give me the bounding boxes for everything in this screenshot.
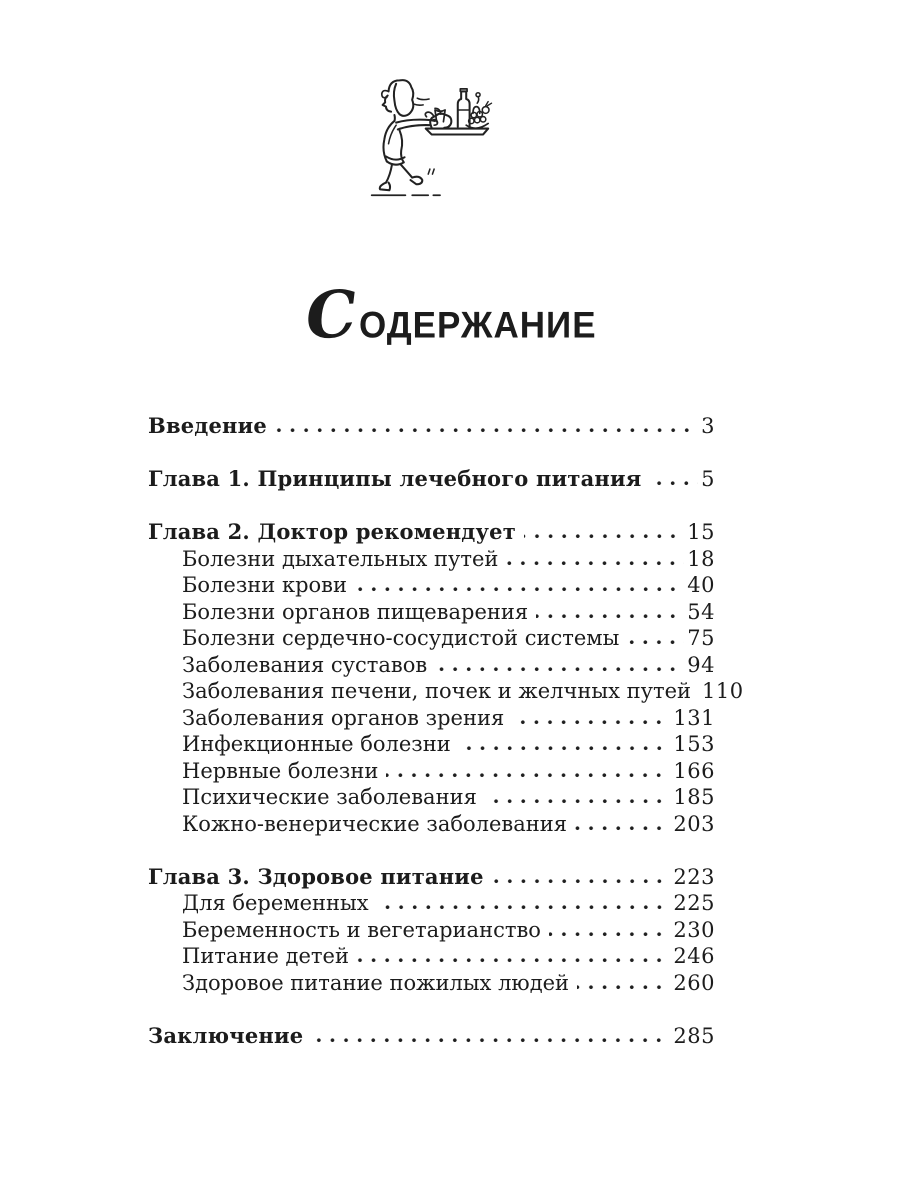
toc-entry-page: 153 [673, 732, 715, 756]
toc-entry-page: 5 [701, 467, 715, 491]
toc-entry [148, 811, 715, 838]
dot-leader [512, 720, 670, 725]
toc-entry [148, 917, 715, 944]
toc-entry [148, 943, 715, 970]
toc-entry-page: 18 [687, 546, 715, 571]
dot-leader [386, 773, 670, 778]
toc-entry-label: Болезни органов пищеварения [182, 599, 529, 624]
woman-carrying-food-tray-illustration [348, 66, 500, 208]
toc-entry-page: 166 [673, 758, 715, 783]
toc-entry-label: Глава 3. Здоровое питание [148, 863, 484, 889]
toc-entry-label: Заболевания печени, почек и желчных путей [182, 679, 692, 703]
toc-entry [148, 864, 715, 891]
toc-section [148, 519, 744, 837]
toc-entry [148, 1023, 715, 1050]
toc-entry-page: 223 [673, 864, 715, 889]
toc-entry-page: 285 [673, 1023, 715, 1048]
dot-leader [435, 667, 684, 672]
toc-section [148, 466, 715, 493]
toc-entry-page: 246 [673, 944, 715, 968]
toc-entry [148, 731, 715, 758]
toc-section [148, 1023, 715, 1050]
toc-section [148, 864, 715, 997]
dot-leader [311, 1038, 670, 1043]
toc-entry-page: 225 [673, 891, 715, 915]
dot-leader [459, 746, 671, 751]
toc-entry-label: Введение [148, 413, 267, 438]
toc-entry-page: 131 [673, 705, 715, 730]
page-title [303, 276, 597, 355]
toc-entry-page: 185 [673, 785, 715, 809]
toc-entry [148, 784, 715, 811]
toc-entry-label: Кожно-венерические заболевания [182, 811, 567, 836]
toc-entry-page: 230 [673, 917, 715, 942]
toc-entry-label: Болезни крови [182, 573, 347, 597]
dot-leader [492, 879, 671, 884]
dot-leader [506, 561, 684, 566]
toc-entry [148, 572, 715, 599]
dot-leader [485, 799, 671, 804]
toc-entry-page: 203 [673, 811, 715, 836]
toc-entry-page: 54 [687, 599, 715, 624]
toc-entry-page: 260 [673, 970, 715, 995]
toc-entry-label: Здоровое питание пожилых людей [182, 970, 570, 995]
toc-entry-label: Заболевания органов зрения [182, 705, 505, 730]
toc-entry [148, 705, 715, 732]
dot-leader [355, 587, 684, 592]
toc-entry-label: Глава 2. Доктор рекомендует [148, 519, 516, 544]
toc-entry-page: 75 [687, 626, 715, 650]
page-title-rest: ОДЕРЖАНИЕ [358, 305, 597, 346]
toc-entry-page: 110 [702, 679, 744, 703]
toc-entry [148, 890, 715, 917]
toc-section [148, 413, 715, 440]
toc-entry [148, 599, 715, 626]
dot-leader [524, 534, 684, 539]
dot-leader [575, 826, 670, 831]
toc-entry [148, 678, 744, 705]
toc-entry-label: Болезни сердечно-сосудистой системы [182, 626, 620, 650]
dot-leader [627, 640, 684, 645]
toc-entry [148, 970, 715, 997]
toc-entry [148, 758, 715, 785]
toc-entry [148, 413, 715, 440]
toc-entry [148, 519, 715, 546]
toc-entry-page: 3 [701, 414, 715, 438]
toc [148, 413, 744, 1049]
toc-entry-label: Нервные болезни [182, 758, 379, 783]
toc-entry-label: Питание детей [182, 944, 349, 968]
dot-leader [377, 905, 671, 910]
toc-entry [148, 466, 715, 493]
dot-leader [649, 481, 698, 486]
toc-entry [148, 652, 715, 679]
toc-entry-label: Беременность и вегетарианство [182, 917, 541, 942]
toc-entry-label: Заключение [148, 1022, 304, 1048]
toc-entry-label: Для беременных [182, 891, 369, 915]
toc-entry-label: Психические заболевания [182, 785, 477, 809]
page-title-initial: С [303, 276, 360, 355]
toc-entry [148, 546, 715, 573]
toc-entry [148, 625, 715, 652]
dot-leader [275, 428, 698, 433]
toc-entry-page: 40 [687, 573, 715, 597]
woman-carrying-food-tray-drawing [348, 66, 500, 208]
dot-leader [577, 985, 670, 990]
toc-entry-label: Заболевания суставов [182, 652, 428, 677]
dot-leader [357, 958, 670, 963]
dot-leader [549, 932, 670, 937]
toc-entry-label: Глава 1. Принципы лечебного питания [148, 466, 642, 491]
dot-leader [536, 614, 684, 619]
toc-entry-page: 94 [687, 652, 715, 677]
toc-entry-label: Инфекционные болезни [182, 732, 451, 756]
toc-entry-page: 15 [687, 520, 715, 544]
toc-entry-label: Болезни дыхательных путей [182, 546, 499, 571]
